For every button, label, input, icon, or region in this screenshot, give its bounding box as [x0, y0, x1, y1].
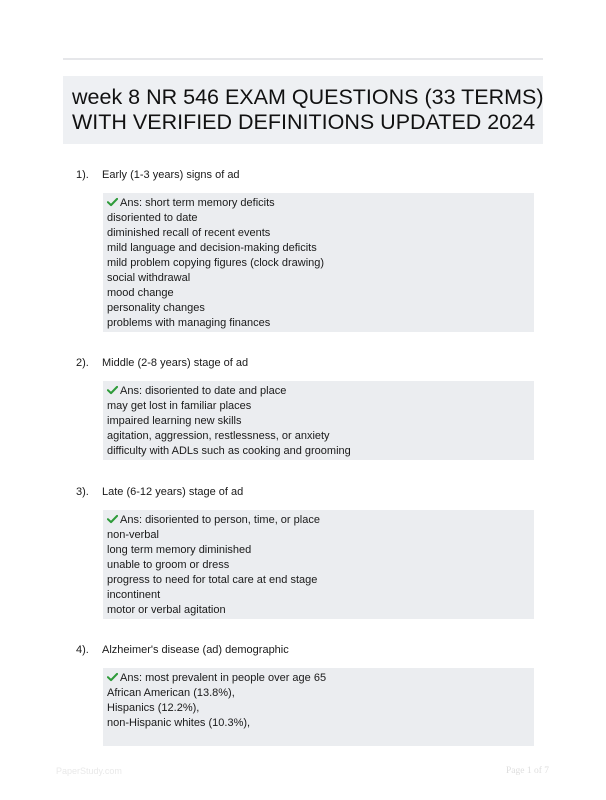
answer-box [103, 381, 534, 460]
check-icon [107, 385, 118, 395]
answer-line-first [107, 671, 534, 686]
answer-line: Ans: disoriented to date and place [120, 385, 287, 397]
answer-line: mild problem copying figures (clock drawing) [107, 257, 325, 269]
answer-box [103, 668, 534, 746]
answer-line: Hispanics (12.2%), [107, 702, 200, 714]
page-indicator: Page 1 of 7 [506, 766, 550, 776]
answer-line: long term memory diminished [107, 544, 252, 556]
question-text: Middle (2-8 years) stage of ad [102, 357, 249, 369]
answer-line: impaired learning new skills [107, 415, 242, 427]
answer-line-first [107, 196, 534, 211]
answer-line: Ans: short term memory deficits [120, 197, 275, 209]
answer-line: Ans: most prevalent in people over age 65 [120, 672, 327, 684]
question-number: 4). [76, 644, 89, 656]
answer-line: unable to groom or dress [107, 559, 230, 571]
answer-line: mood change [107, 287, 174, 299]
answer-line: difficulty with ADLs such as cooking and grooming [107, 445, 351, 457]
answer-line: progress to need for total care at end stage [107, 574, 318, 586]
answer-line: non-Hispanic whites (10.3%), [107, 717, 251, 729]
answer-box [103, 510, 534, 619]
answer-line: agitation, aggression, restlessness, or anxiety [107, 430, 330, 442]
question-text: Late (6-12 years) stage of ad [102, 486, 244, 498]
answer-line: social withdrawal [107, 272, 191, 284]
document-title-box [63, 76, 543, 144]
answer-line: diminished recall of recent events [107, 227, 271, 239]
question-text: Alzheimer's disease (ad) demographic [102, 644, 289, 656]
document-title-line-2: WITH VERIFIED DEFINITIONS UPDATED 2024 [72, 110, 536, 134]
answer-line: Ans: disoriented to person, time, or place [120, 514, 320, 526]
answer-line-first [107, 384, 534, 399]
answer-line: motor or verbal agitation [107, 604, 226, 616]
check-icon [107, 672, 118, 682]
question-number: 1). [76, 169, 89, 181]
footer-watermark: PaperStudy.com [56, 766, 122, 776]
question-number: 2). [76, 357, 89, 369]
question-number: 3). [76, 486, 89, 498]
check-icon [107, 197, 118, 207]
top-divider [63, 58, 543, 60]
answer-line: non-verbal [107, 529, 159, 541]
answer-line: African American (13.8%), [107, 687, 235, 699]
answer-line: disoriented to date [107, 212, 198, 224]
answer-line: personality changes [107, 302, 205, 314]
document-title-line-1: week 8 NR 546 EXAM QUESTIONS (33 TERMS) [72, 85, 544, 109]
check-icon [107, 514, 118, 524]
answer-line-first [107, 513, 534, 528]
question-text: Early (1-3 years) signs of ad [102, 169, 240, 181]
answer-line: may get lost in familiar places [107, 400, 252, 412]
answer-line: mild language and decision-making deficits [107, 242, 317, 254]
answer-line: problems with managing finances [107, 317, 271, 329]
answer-box [103, 193, 534, 332]
answer-line: incontinent [107, 589, 161, 601]
